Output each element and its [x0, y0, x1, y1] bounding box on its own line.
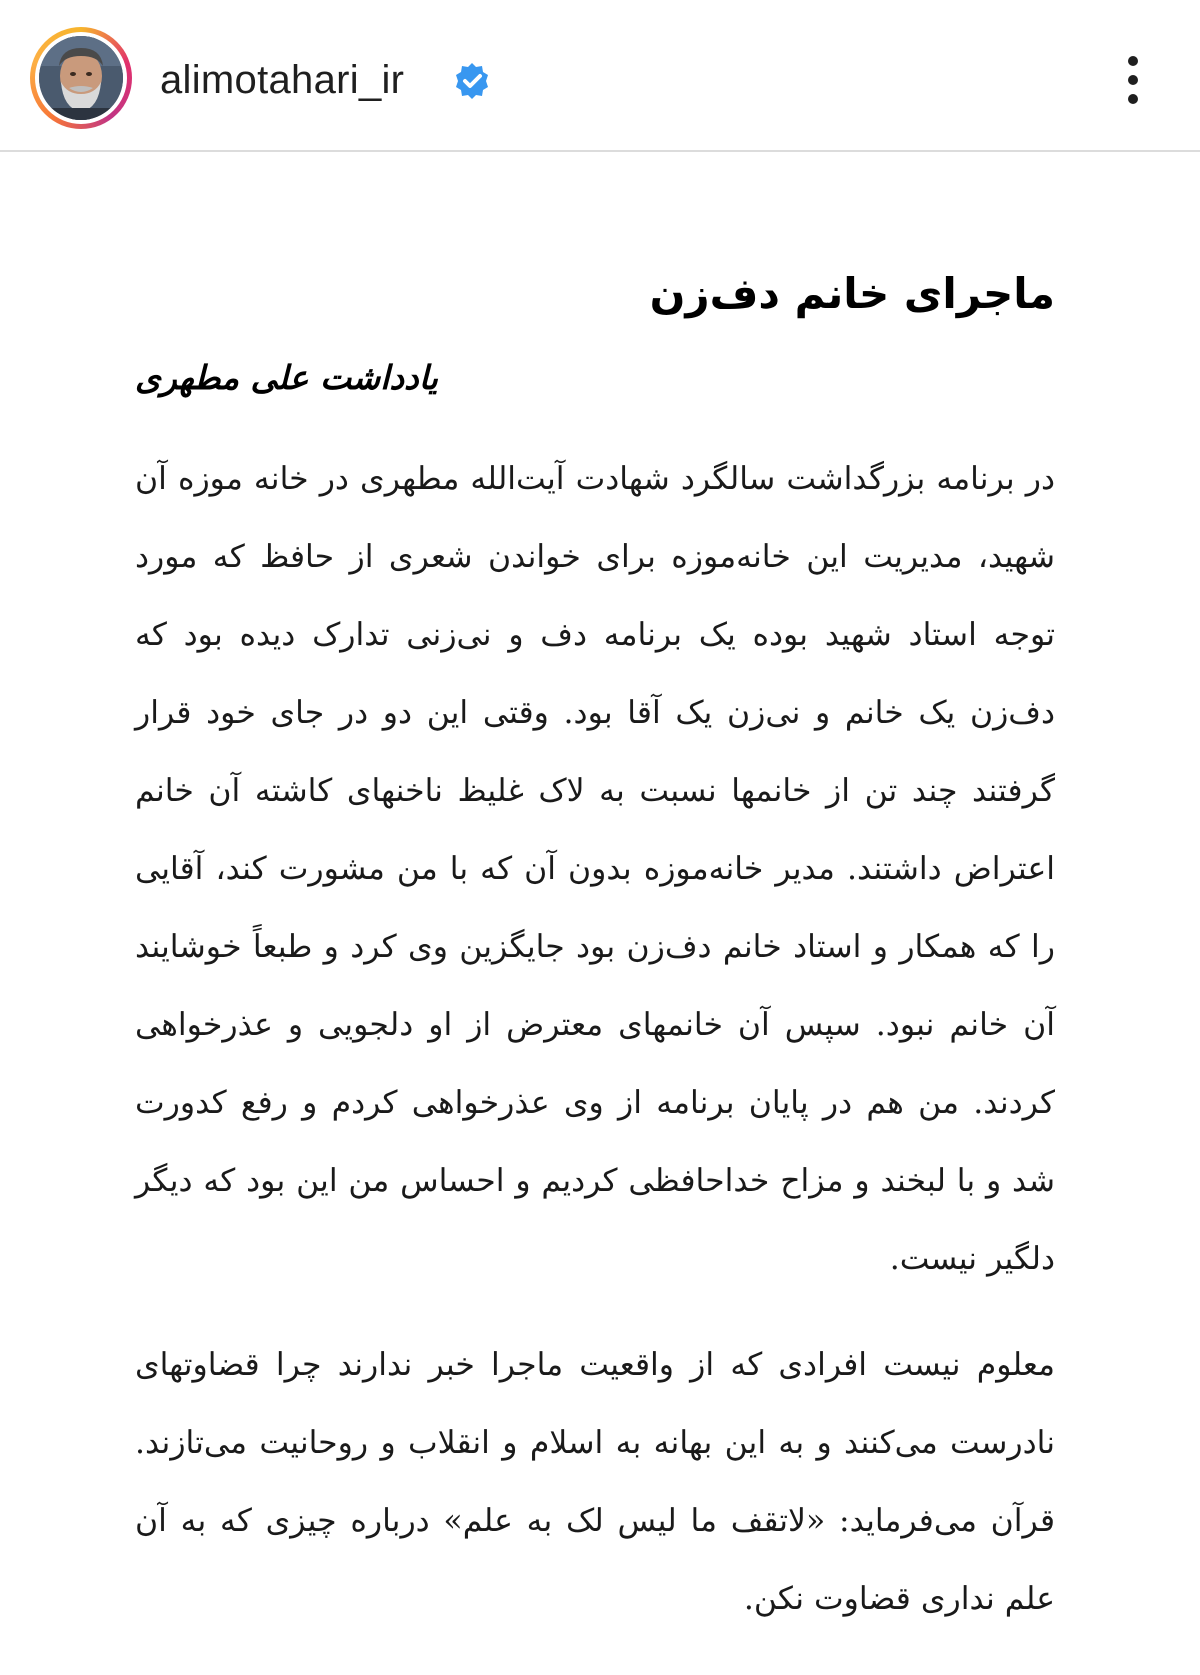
post-content: [135, 262, 1055, 1638]
avatar[interactable]: [39, 36, 123, 120]
post-byline: یادداشت علی مطهری: [135, 358, 438, 397]
post-paragraph: در برنامه بزرگداشت سالگرد شهادت آیت‌الله مطهری در خانه موزه آن شهید، مدیریت این خانه‌موزه برای خواندن شعری از حافظ که مورد توجه استاد شهید بوده یک برنامه دف و نی‌زنی تدارک دیده بود که دف‌زن یک خانم و نی‌زن یک آقا بود. وقتی این دو در جای خود قرار گرفتند چند تن از خانمها نسبت به لاک غلیظ ناخنهای کاشته آن خانم اعتراض داشتند. مدیر خانه‌موزه بدون آن که با من مشورت کند، آقایی را که همکار و استاد خانم دف‌زن بود جایگزین وی کرد و طبعاً خوشایند آن خانم نبود. سپس آن خانمهای معترض از او دلجویی و عذرخواهی کردند. من هم در پایان برنامه از وی عذرخواهی کردم و رفع کدورت شد و با لبخند و مزاح خداحافظی کردیم و احساس من این بود که دیگر دلگیر نیست.: [135, 461, 1055, 1277]
avatar-frame: [35, 32, 127, 124]
post-paragraph: معلوم نیست افرادی که از واقعیت ماجرا خبر ندارند چرا قضاوتهای نادرست می‌کنند و به این بهانه به اسلام و انقلاب و روحانیت می‌تازند. قرآن می‌فرماید: «لاتقف ما لیس لک به علم» درباره چیزی که به آن علم نداری قضاوت نکن.: [135, 1347, 1055, 1617]
story-ring[interactable]: [30, 27, 132, 129]
post-header: [0, 0, 1200, 152]
more-options-icon[interactable]: [1118, 52, 1148, 108]
post-title: ماجرای خانم دف‌زن: [649, 269, 1055, 318]
profile-avatar-icon: [39, 36, 123, 120]
verified-badge-icon: [452, 61, 492, 101]
username[interactable]: alimotahari_ir: [160, 58, 405, 102]
